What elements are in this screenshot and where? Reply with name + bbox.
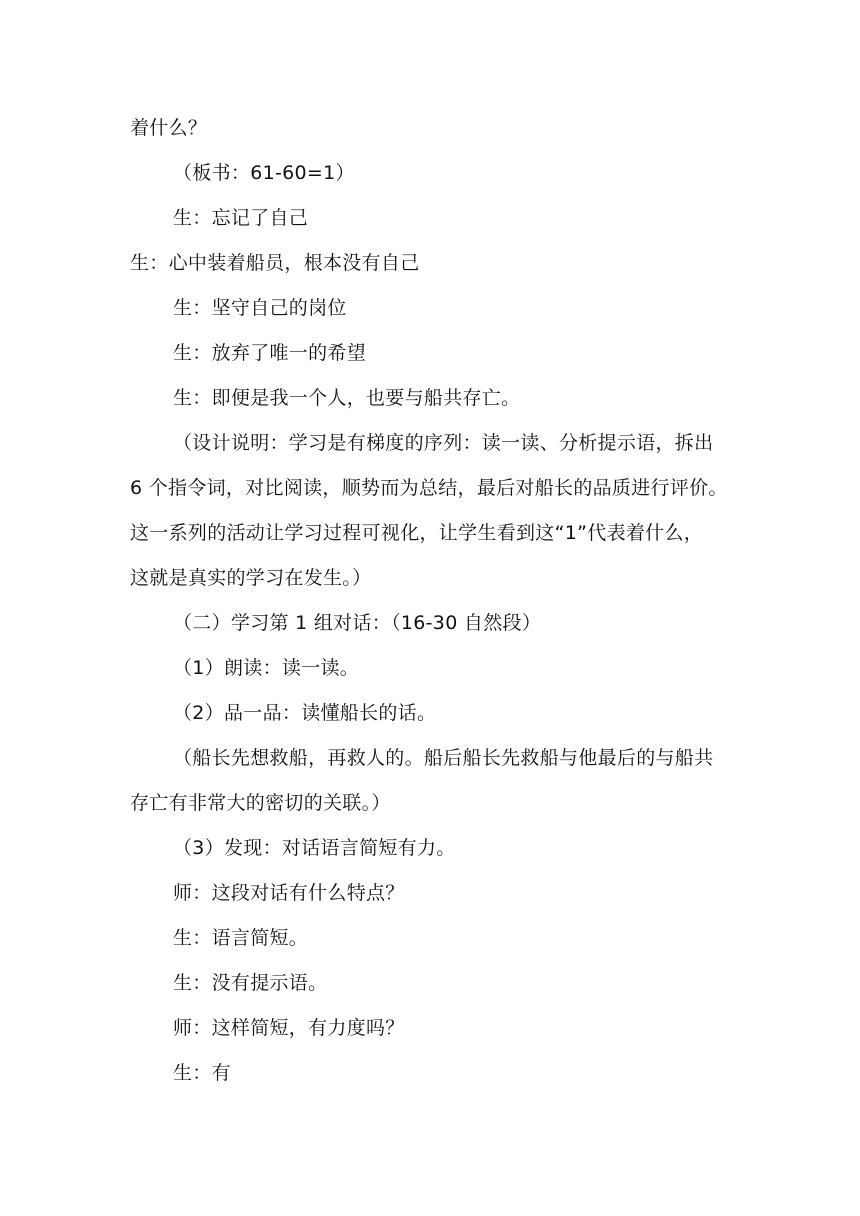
text-line: 生：有 [173, 1062, 231, 1084]
text-line: 生：忘记了自己 [173, 207, 309, 229]
text-line: 生：没有提示语。 [173, 972, 328, 994]
text-line: （3）发现：对话语言简短有力。 [173, 837, 456, 859]
text-line: （1）朗读：读一读。 [173, 657, 360, 679]
text-line: 着什么？ [130, 117, 208, 139]
text-line: 生：即便是我一个人，也要与船共存亡。 [173, 387, 521, 409]
text-line: （设计说明：学习是有梯度的序列：读一读、分析提示语，拆出 [173, 432, 714, 454]
text-line: 这一系列的活动让学习过程可视化，让学生看到这“1”代表着什么， [130, 522, 704, 544]
text-line: （二）学习第 1 组对话：（16-30 自然段） [173, 612, 542, 634]
text-line: （板书：61-60=1） [173, 162, 355, 184]
text-line: （船长先想救船，再救人的。船后船长先救船与他最后的与船共 [173, 747, 714, 769]
text-line: 6 个指令词，对比阅读，顺势而为总结，最后对船长的品质进行评价。 [130, 477, 728, 499]
text-line: 师：这段对话有什么特点？ [173, 882, 405, 904]
text-line: 存亡有非常大的密切的关联。） [130, 792, 391, 814]
text-line: 生：语言简短。 [173, 927, 309, 949]
text-line: 生：坚守自己的岗位 [173, 297, 347, 319]
text-line: 师：这样简短，有力度吗？ [173, 1017, 405, 1039]
text-line: （2）品一品：读懂船长的话。 [173, 702, 437, 724]
text-line: 生：心中装着船员，根本没有自己 [130, 252, 420, 274]
text-line: 生：放弃了唯一的希望 [173, 342, 367, 364]
text-line: 这就是真实的学习在发生。） [130, 567, 372, 589]
